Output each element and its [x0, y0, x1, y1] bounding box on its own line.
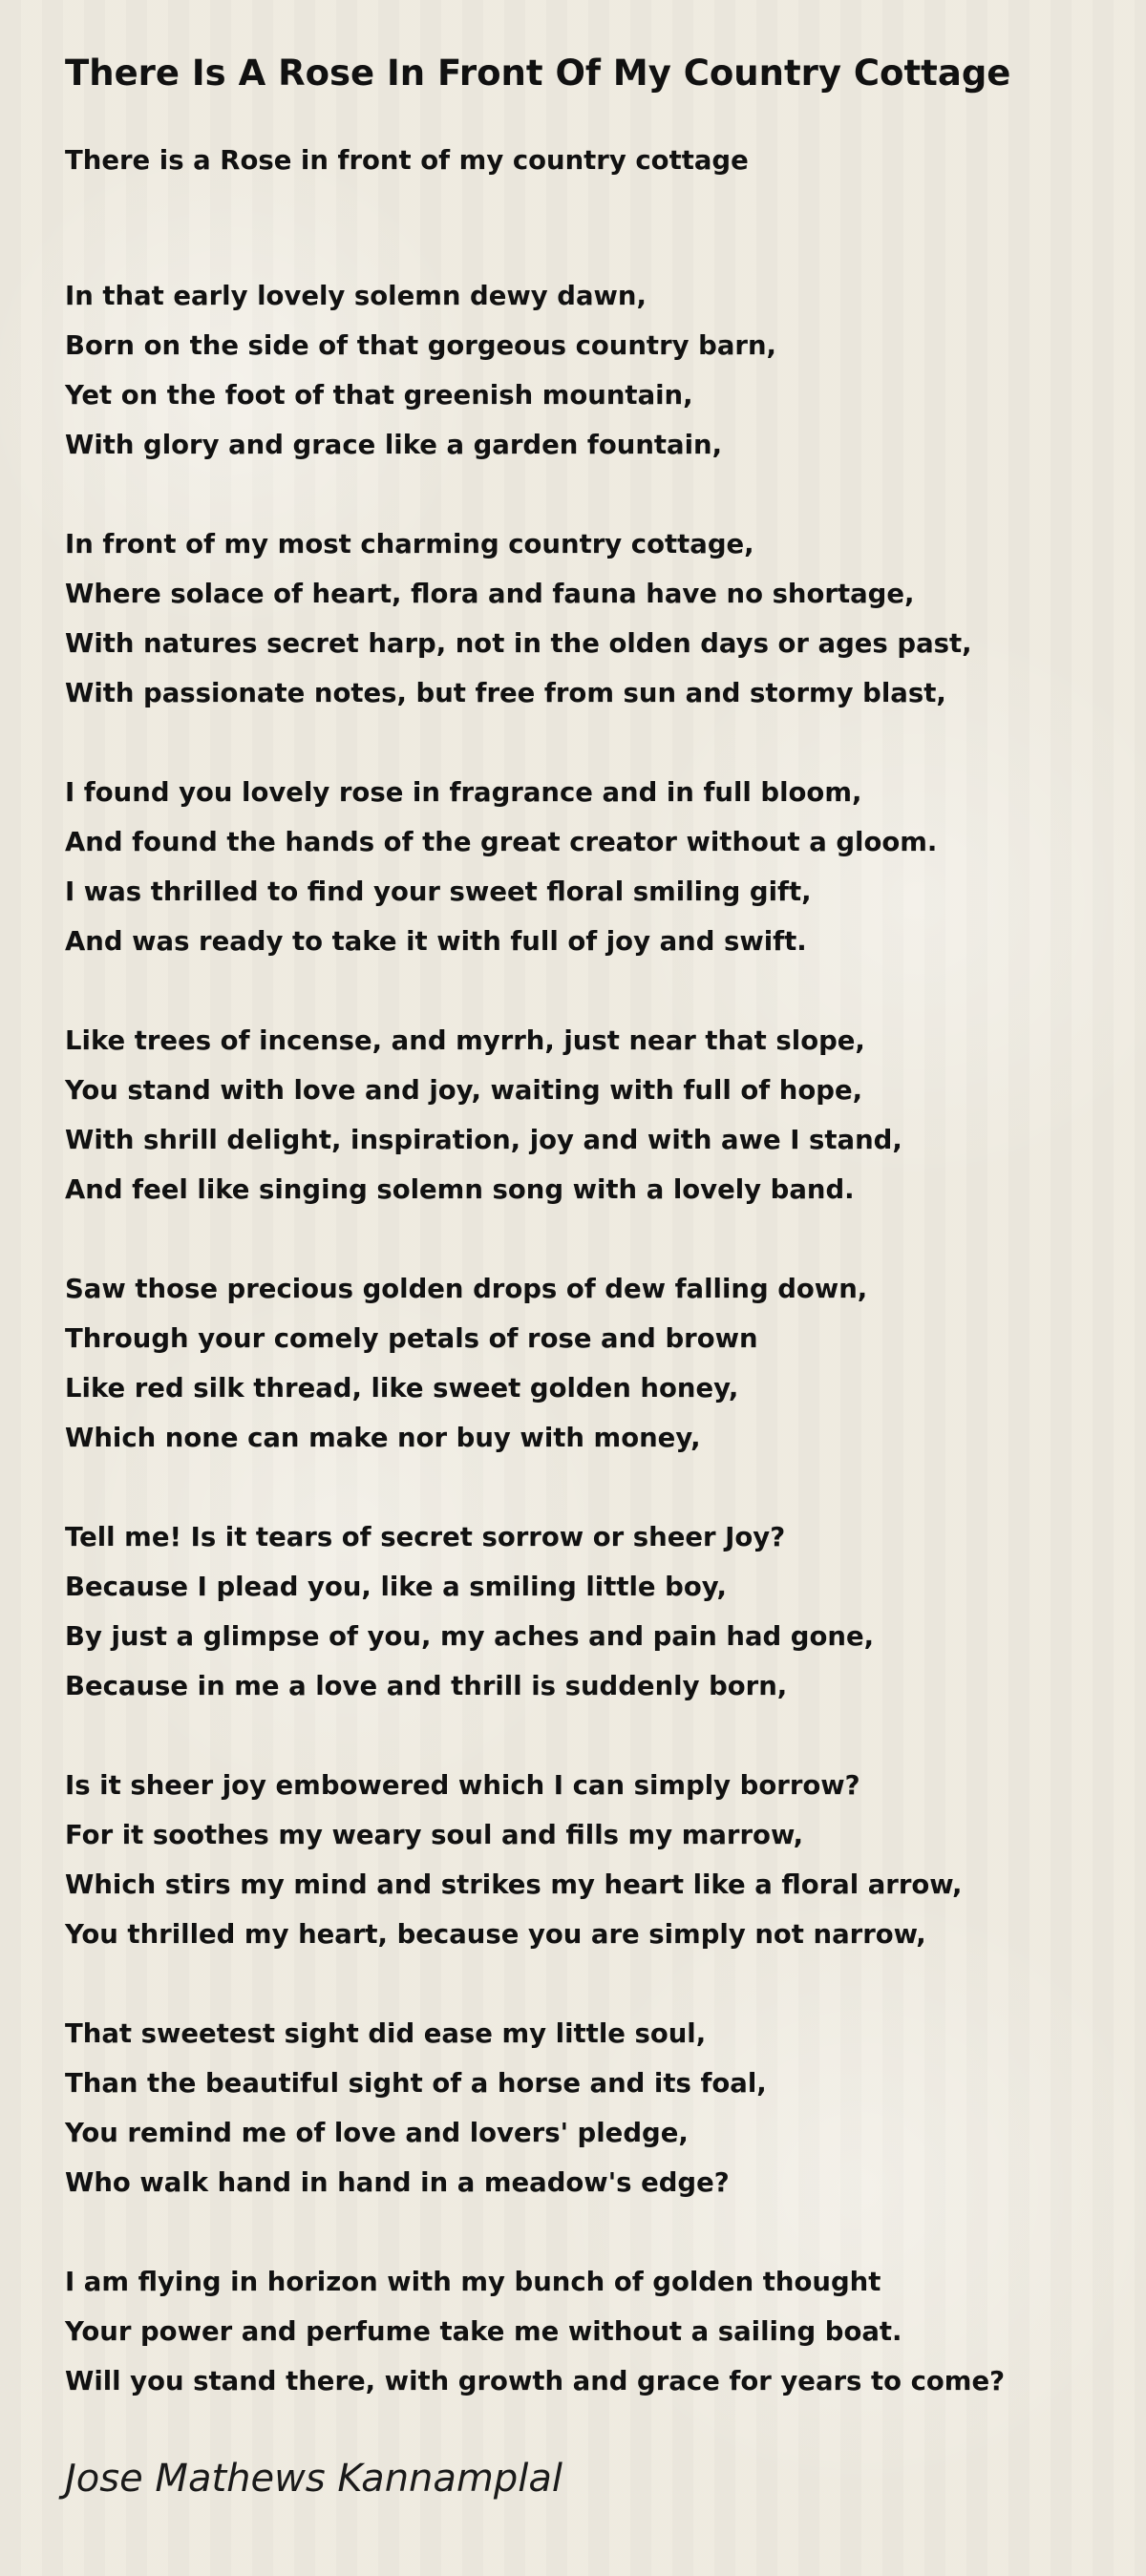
stanza [65, 768, 1115, 966]
poem-line: For it soothes my weary soul and fills my marrow, [65, 1820, 804, 1850]
stanza [65, 1016, 1115, 1214]
poem-line: Born on the side of that gorgeous country barn, [65, 330, 776, 361]
poem-page [65, 50, 1115, 2505]
stanza [65, 1264, 1115, 1463]
stanza [65, 2009, 1115, 2207]
stanza [65, 1761, 1115, 1959]
poem-line: With shrill delight, inspiration, joy and with awe I stand, [65, 1125, 902, 1155]
poem-subtitle: There is a Rose in front of my country cottage [65, 145, 749, 176]
poem-line: Yet on the foot of that greenish mountain, [65, 380, 693, 411]
poem-line: And feel like singing solemn song with a lovely band. [65, 1174, 855, 1205]
poem-line: In front of my most charming country cottage, [65, 529, 754, 560]
poem-line: Which stirs my mind and strikes my heart like a floral arrow, [65, 1869, 963, 1900]
poem-line: You remind me of love and lovers' pledge, [65, 2118, 689, 2148]
poem-line: Will you stand there, with growth and grace for years to come? [65, 2366, 1006, 2397]
poem-line: Because in me a love and thrill is suddenly born, [65, 1671, 788, 1701]
poem-line: With glory and grace like a garden fountain, [65, 430, 723, 460]
poem-body [65, 271, 1115, 2406]
poem-line: Because I plead you, like a smiling little boy, [65, 1572, 727, 1602]
poem-line: I am flying in horizon with my bunch of golden thought [65, 2267, 881, 2297]
poem-line: Which none can make nor buy with money, [65, 1423, 701, 1453]
poem-line: In that early lovely solemn dewy dawn, [65, 281, 647, 311]
poem-line: I was thrilled to find your sweet floral smiling gift, [65, 876, 812, 907]
poem-line: Who walk hand in hand in a meadow's edge? [65, 2167, 730, 2198]
poem-line: And was ready to take it with full of joy and swift. [65, 926, 807, 957]
poem-line: You stand with love and joy, waiting with full of hope, [65, 1075, 863, 1106]
poem-line: I found you lovely rose in fragrance and in full bloom, [65, 777, 862, 808]
stanza [65, 271, 1115, 470]
poem-line: Through your comely petals of rose and brown [65, 1323, 758, 1354]
poem-author: Jose Mathews Kannamplal [65, 2457, 562, 2501]
stanza [65, 1512, 1115, 1711]
stanza [65, 519, 1115, 718]
poem-line: Your power and perfume take me without a sailing boat. [65, 2316, 902, 2347]
poem-line: Like red silk thread, like sweet golden honey, [65, 1373, 739, 1404]
poem-line: You thrilled my heart, because you are simply not narrow, [65, 1919, 926, 1950]
poem-line: Than the beautiful sight of a horse and its foal, [65, 2068, 767, 2099]
poem-line: And found the hands of the great creator without a gloom. [65, 827, 938, 857]
poem-line: With passionate notes, but free from sun and stormy blast, [65, 678, 946, 708]
poem-line: Saw those precious golden drops of dew falling down, [65, 1274, 868, 1304]
poem-line: With natures secret harp, not in the olden days or ages past, [65, 628, 972, 659]
poem-line: Tell me! Is it tears of secret sorrow or sheer Joy? [65, 1522, 786, 1552]
poem-line: Where solace of heart, flora and fauna have no shortage, [65, 579, 915, 609]
poem-title: There Is A Rose In Front Of My Country Cottage [65, 53, 1011, 94]
stanza [65, 2257, 1115, 2406]
poem-line: Like trees of incense, and myrrh, just near that slope, [65, 1025, 865, 1056]
poem-line: That sweetest sight did ease my little soul, [65, 2018, 707, 2049]
poem-line: Is it sheer joy embowered which I can simply borrow? [65, 1770, 860, 1801]
poem-line: By just a glimpse of you, my aches and pain had gone, [65, 1621, 875, 1652]
